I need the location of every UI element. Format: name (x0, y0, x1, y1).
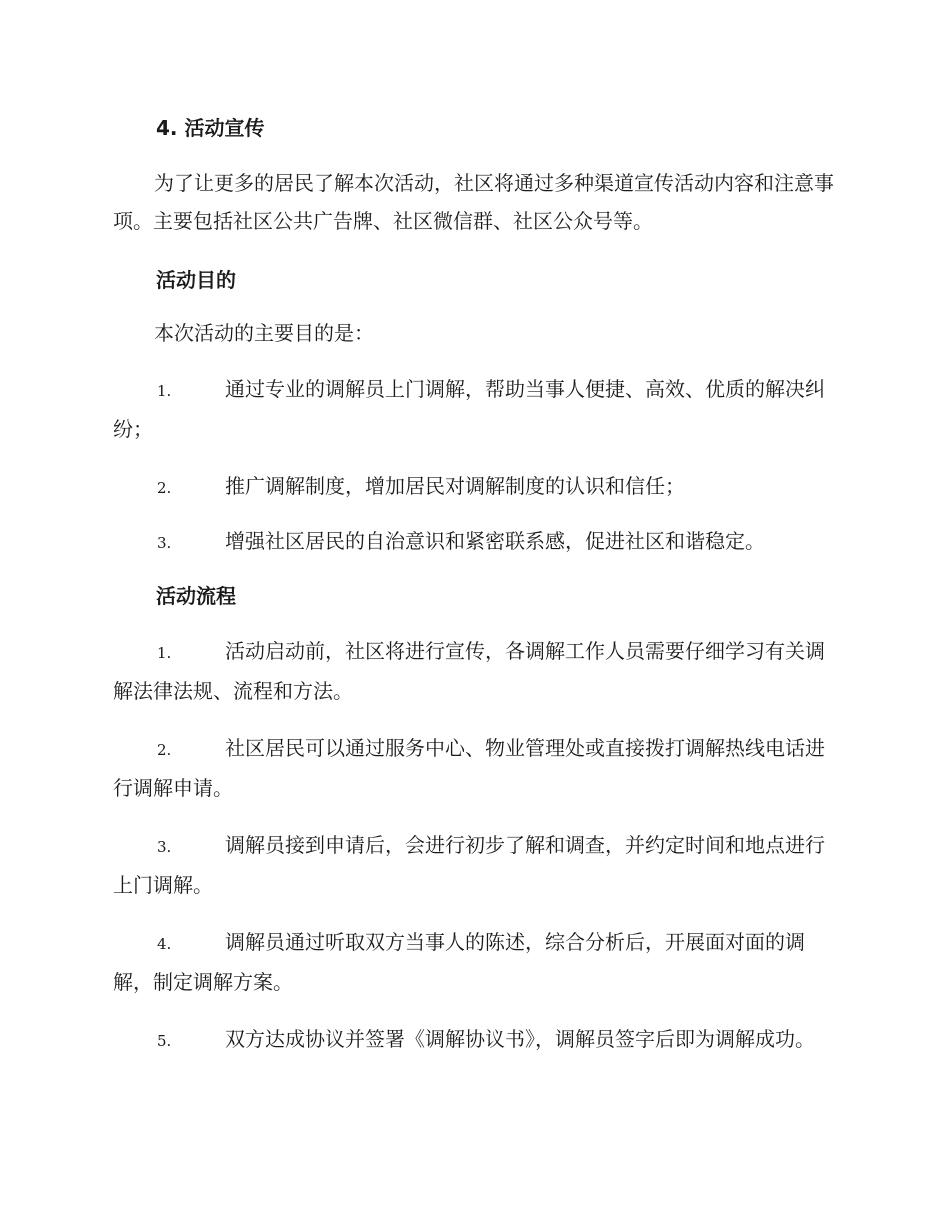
purpose-item (113, 370, 835, 448)
list-number: 1. (157, 644, 172, 662)
process-item (113, 632, 835, 710)
list-item-text: 调解员通过听取双方当事人的陈述，综合分析后，开展面对面的调解，制定调解方案。 (113, 930, 805, 994)
list-item-text: 社区居民可以通过服务中心、物业管理处或直接拨打调解热线电话进行调解申请。 (113, 736, 825, 800)
list-number: 2. (157, 741, 172, 759)
list-number: 5. (157, 1032, 172, 1050)
list-item-text: 活动启动前，社区将进行宣传，各调解工作人员需要仔细学习有关调解法律法规、流程和方法。 (113, 639, 825, 703)
process-item (113, 923, 835, 1001)
list-number: 4. (157, 935, 172, 953)
purpose-intro: 本次活动的主要目的是： (154, 321, 374, 345)
list-item-text: 双方达成协议并签署《调解协议书》，调解员签字后即为调解成功。 (225, 1027, 815, 1051)
list-item-text: 调解员接到申请后，会进行初步了解和调查，并约定时间和地点进行上门调解。 (113, 833, 825, 897)
list-item-text: 增强社区居民的自治意识和紧密联系感，促进社区和谐稳定。 (225, 529, 765, 553)
process-item (113, 826, 835, 904)
section-heading-process: 活动流程 (156, 584, 236, 608)
purpose-item (113, 467, 835, 507)
list-item-text: 推广调解制度，增加居民对调解制度的认识和信任； (225, 474, 685, 498)
list-number: 2. (157, 479, 172, 497)
list-number: 1. (157, 382, 172, 400)
section-heading-publicity: 4. 活动宣传 (156, 116, 265, 140)
publicity-paragraph: 为了让更多的居民了解本次活动，社区将通过多种渠道宣传活动内容和注意事项。主要包括社区公共广告牌、社区微信群、社区公众号等。 (113, 171, 834, 233)
list-number: 3. (157, 838, 172, 856)
process-item (113, 1020, 835, 1060)
purpose-item (113, 522, 835, 562)
process-item (113, 729, 835, 807)
list-number: 3. (157, 534, 172, 552)
list-item-text: 通过专业的调解员上门调解，帮助当事人便捷、高效、优质的解决纠纷； (113, 377, 825, 441)
section-heading-purpose: 活动目的 (156, 268, 236, 292)
